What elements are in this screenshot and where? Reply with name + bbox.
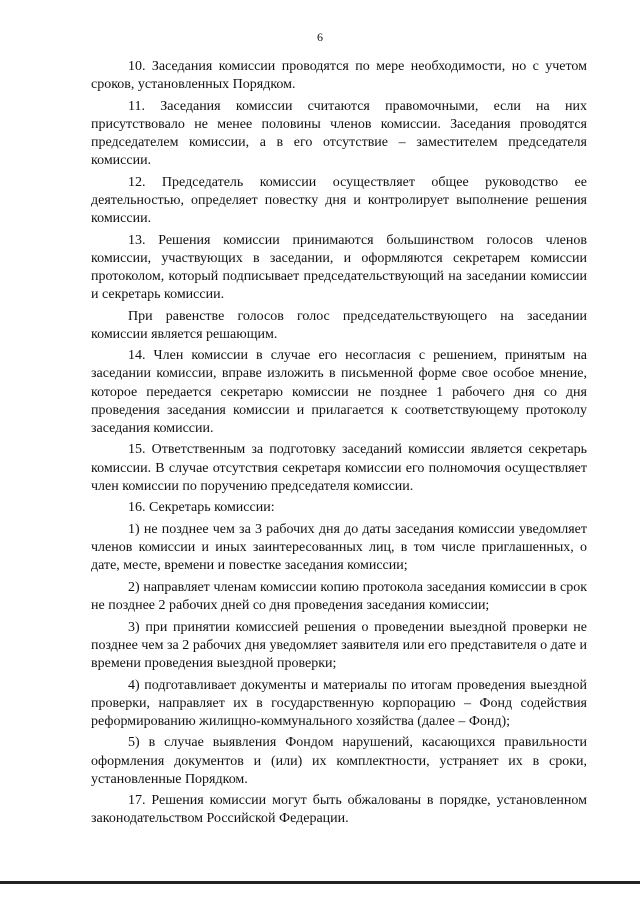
paragraph-item-10: 10. Заседания комиссии проводятся по мере необходимости, но с учетом сроков, установленных Порядком. (91, 59, 587, 93)
subitem-16-2: 2) направляет членам комиссии копию протокола заседания комиссии в срок не позднее 2 рабочих дней со дня проведения заседания комиссии; (91, 579, 587, 613)
paragraph-item-16: 16. Секретарь комиссии: (128, 500, 275, 516)
paragraph-item-17: 17. Решения комиссии могут быть обжалованы в порядке, установленном законодательством Российской Федерации. (91, 793, 587, 827)
paragraph-item-15: 15. Ответственным за подготовку заседаний комиссии является секретарь комиссии. В случае отсутствия секретаря комиссии его полномочия осуществляет член комиссии по поручению председателя комиссии. (91, 442, 587, 494)
subitem-16-5: 5) в случае выявления Фондом нарушений, касающихся правильности оформления документов и (или) их комплектности, устраняет их в сроки, установленные Порядком. (91, 735, 587, 787)
scan-bottom-edge (0, 881, 640, 884)
subitem-16-1: 1) не позднее чем за 3 рабочих дня до даты заседания комиссии уведомляет членов комиссии и иных заинтересованных лиц, в том числе приглашенных, о дате, месте, времени и повестке заседания комиссии; (91, 522, 587, 574)
subitem-16-3: 3) при принятии комиссией решения о проведении выездной проверки не позднее чем за 2 рабочих дня уведомляет заявителя или его представителя о дате и времени проведения выездной проверки; (91, 619, 587, 671)
paragraph-item-14: 14. Член комиссии в случае его несогласия с решением, принятым на заседании комиссии, вправе изложить в письменной форме свое особое мнение, которое передается секретарю комиссии не позднее 1 рабочего дня со дня проведения заседания комиссии и прилагается к соответствующему протоколу заседания комиссии. (91, 348, 587, 436)
subitem-16-4: 4) подготавливает документы и материалы по итогам проведения выездной проверки, направляет их в государственную корпорацию – Фонд содействия реформированию жилищно-коммунального хозяйства (далее – Фонд); (91, 677, 587, 729)
paragraph-item-11: 11. Заседания комиссии считаются правомочными, если на них присутствовало не менее половины членов комиссии. Заседания проводятся председателем комиссии, а в его отсутствие – заместителем председателя комиссии. (91, 98, 587, 169)
page-number: 6 (317, 30, 323, 44)
paragraph-item-13: 13. Решения комиссии принимаются большинством голосов членов комиссии, участвующих в заседании, и оформляются секретарем комиссии протоколом, который подписывает председательствующий на заседании комиссии и секретарь комиссии. (91, 232, 587, 302)
document-body (91, 58, 587, 832)
paragraph-item-12: 12. Председатель комиссии осуществляет общее руководство ее деятельностью, определяет повестку дня и контролирует выполнение решения комиссии. (91, 174, 587, 226)
paragraph-tie-vote: При равенстве голосов голос председательствующего на заседании комиссии является решающим. (91, 308, 587, 342)
